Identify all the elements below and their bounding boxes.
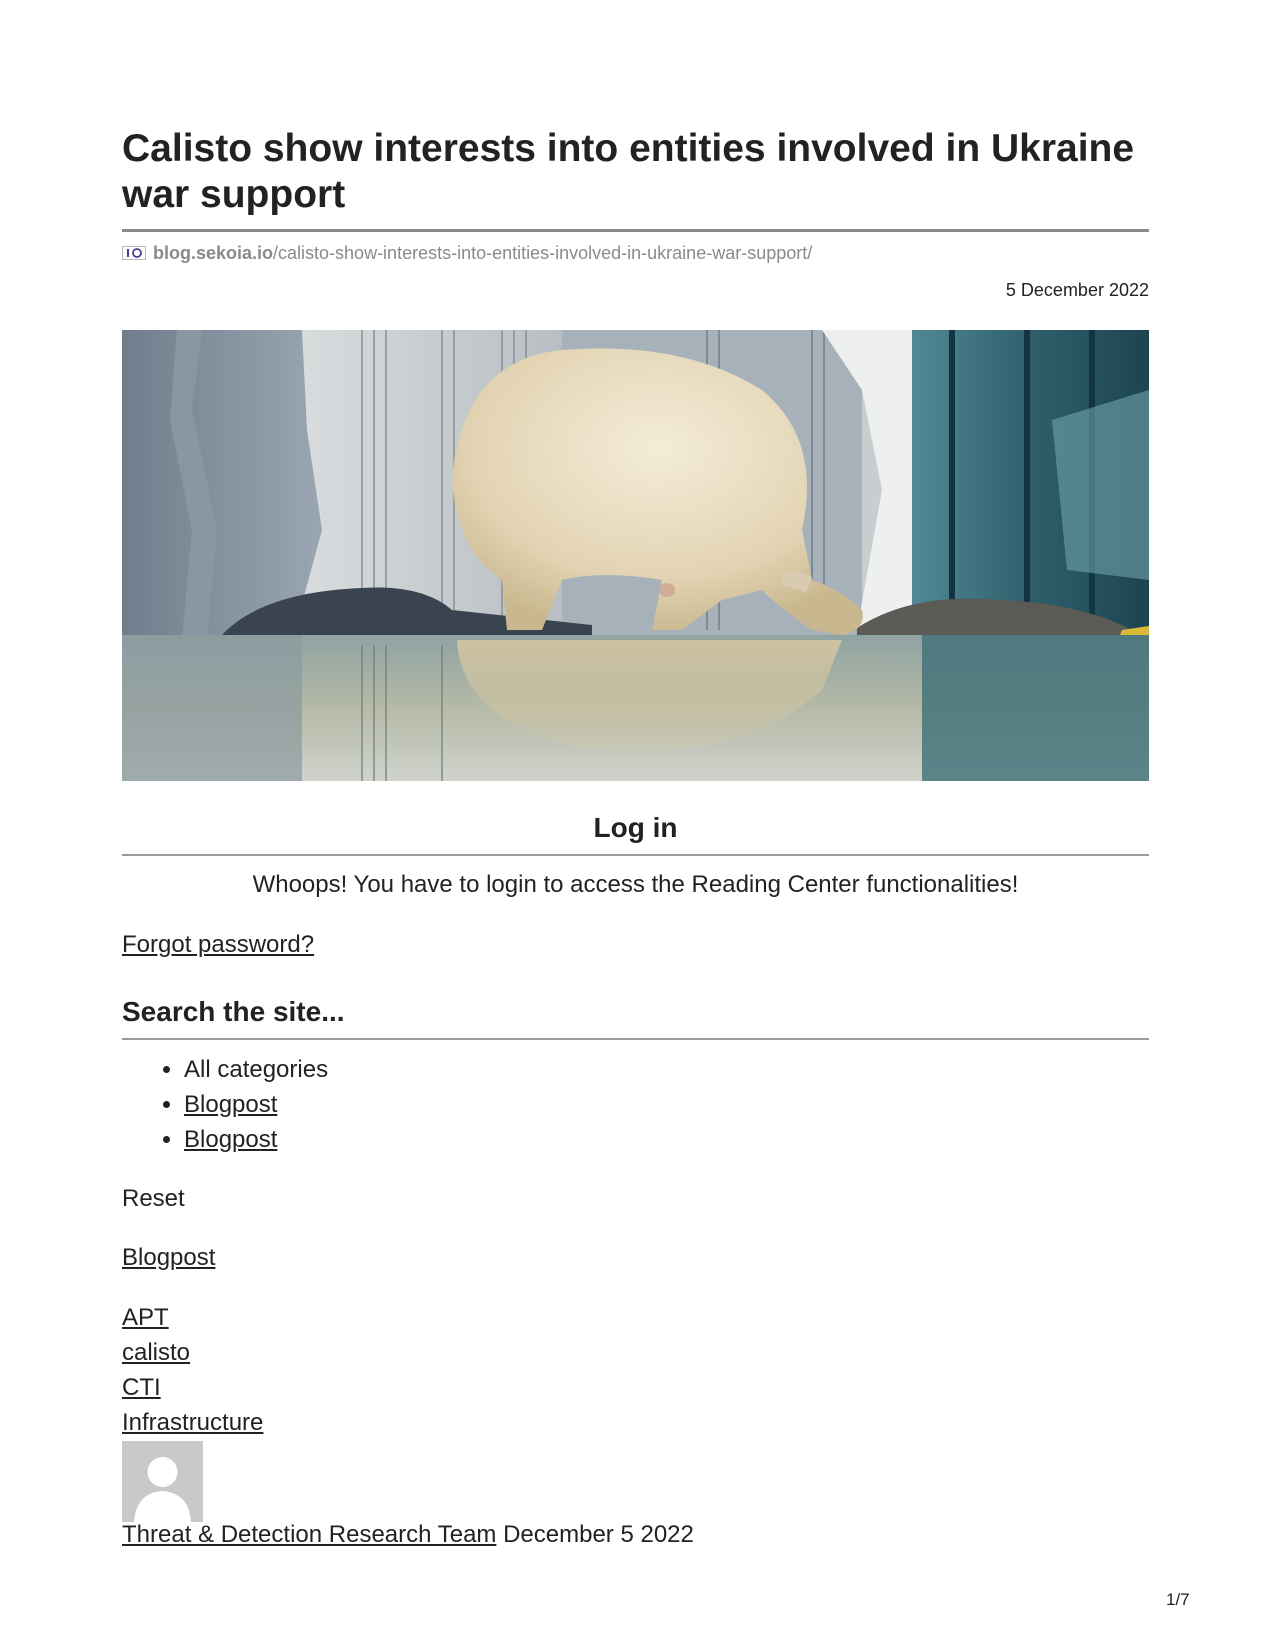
forgot-password-link[interactable]: Forgot password? (122, 931, 315, 958)
source-domain: blog.sekoia.io (153, 242, 274, 263)
publish-date: 5 December 2022 (1005, 280, 1149, 300)
search-heading: Search the site... (122, 996, 345, 1027)
site-favicon-icon (122, 246, 146, 260)
login-heading: Log in (593, 812, 678, 843)
post-category-link[interactable]: Blogpost (122, 1244, 216, 1271)
author-avatar (122, 1441, 203, 1522)
tag-link[interactable]: APT (122, 1304, 169, 1331)
category-item[interactable] (184, 1087, 328, 1122)
category-item[interactable] (184, 1122, 328, 1157)
source-url[interactable] (122, 242, 812, 264)
page-title: Calisto show interests into entities involved in Ukraine war support (122, 127, 1135, 216)
author-link[interactable]: Threat & Detection Research Team (122, 1521, 497, 1548)
category-list (122, 1052, 328, 1157)
category-item[interactable] (184, 1052, 328, 1087)
login-message: Whoops! You have to login to access the Reading Center functionalities! (252, 871, 1019, 898)
tag-list (122, 1300, 263, 1440)
category-link[interactable]: Blogpost (184, 1126, 278, 1153)
title-divider (122, 229, 1149, 232)
category-link[interactable]: Blogpost (184, 1091, 278, 1118)
hero-image (122, 330, 1149, 781)
page-number: 1/7 (1166, 1590, 1190, 1609)
tag-link[interactable]: Infrastructure (122, 1409, 264, 1436)
post-byline (122, 1521, 694, 1549)
tag-link[interactable]: CTI (122, 1374, 161, 1401)
post-date: December 5 2022 (503, 1521, 694, 1548)
reset-button[interactable]: Reset (122, 1185, 185, 1212)
category-all[interactable]: All categories (184, 1056, 329, 1083)
tag-link[interactable]: calisto (122, 1339, 191, 1366)
login-divider (122, 854, 1149, 856)
source-path: /calisto-show-interests-into-entities-involved-in-ukraine-war-support/ (273, 242, 813, 263)
search-divider (122, 1038, 1149, 1040)
